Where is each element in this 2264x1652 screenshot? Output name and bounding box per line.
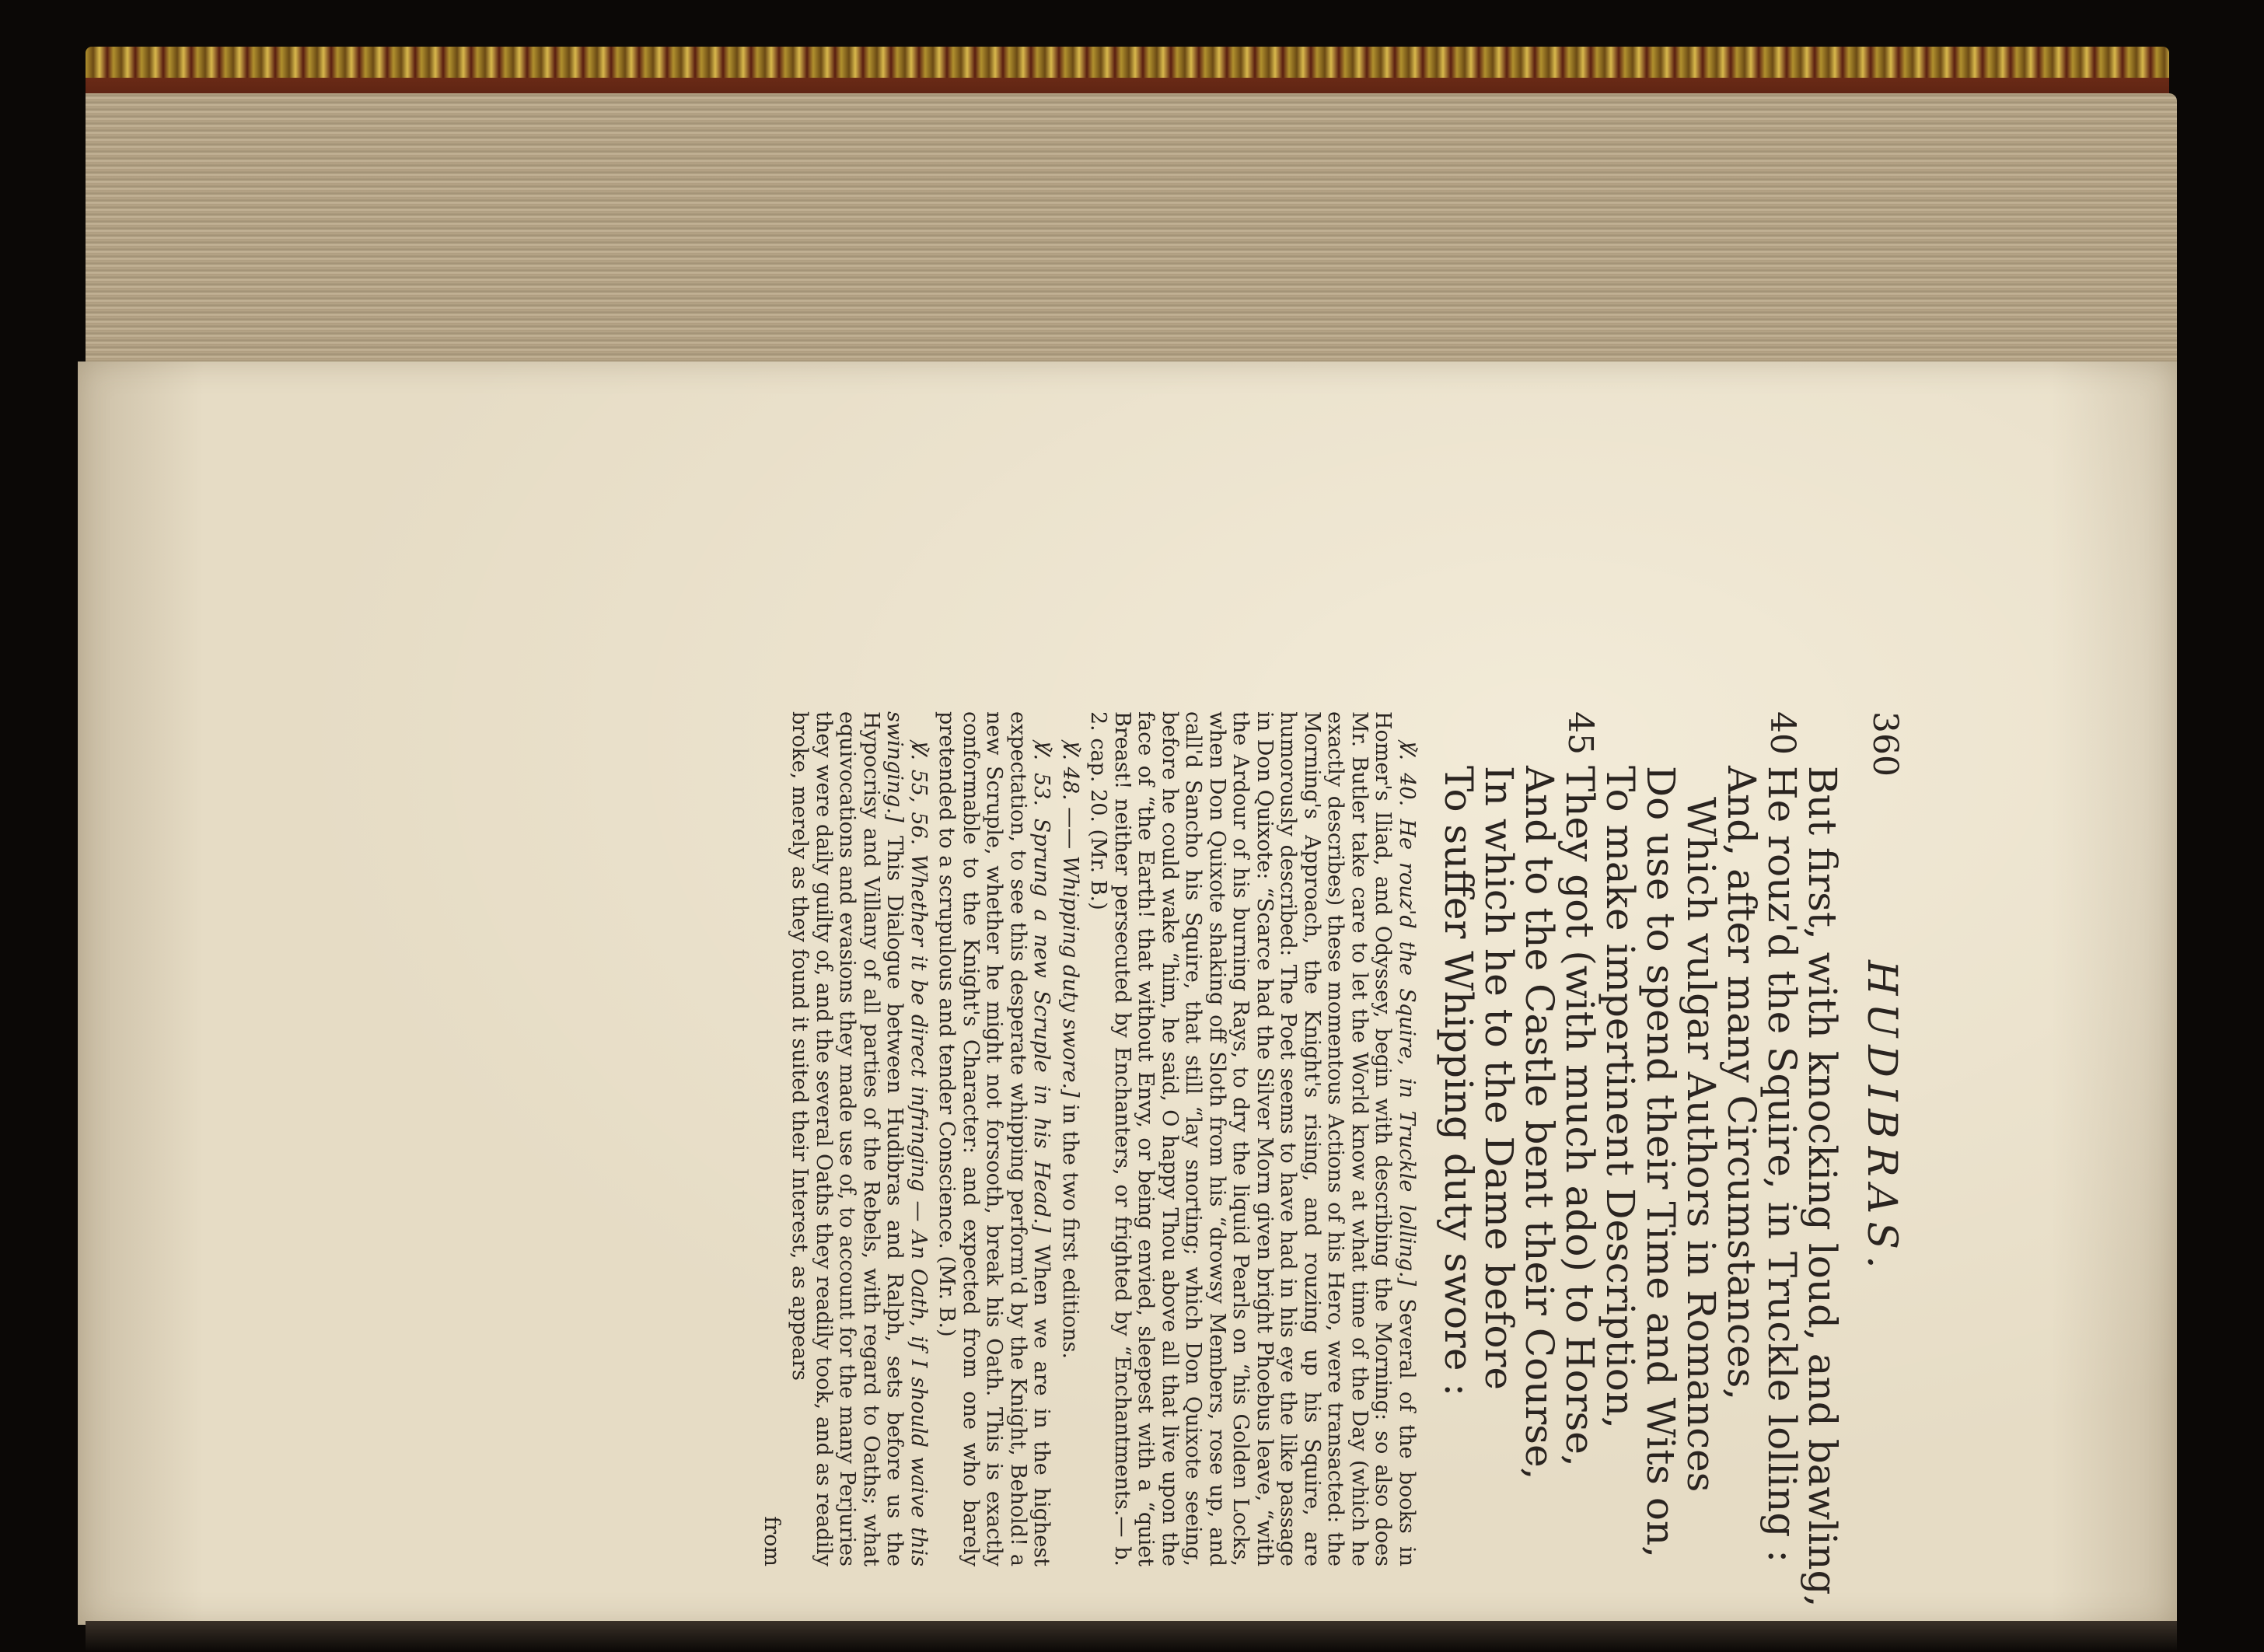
footnote-text: When we are in the highest expectation, to see this desperate whipping perform'd by the Knight, Behold! a new Scruple, whether he might not forsooth, break his Oath. This is exactly conformable to the Knight's Character: and expected from one who barely pretended to a scrupulous and tender Conscience. (Mr. B.): [935, 711, 1054, 1566]
footnote: [1058, 711, 1082, 1566]
verse-line: [1679, 711, 1724, 1566]
line-number: 45: [1560, 711, 1600, 755]
footnote-reference: ℣. 48. —— Whipping duty swore.]: [1058, 739, 1082, 1098]
footnote: [935, 711, 1053, 1566]
verse-line: [1519, 711, 1560, 1566]
page-block-edges: [86, 93, 2177, 373]
verse-text: And, after many Circumstances,: [1719, 766, 1764, 1401]
footnote: [1086, 711, 1418, 1566]
verse-text: They got (with much ado) to Horse,: [1557, 766, 1602, 1467]
verse-line: [1598, 711, 1643, 1566]
catchword: from: [760, 1516, 784, 1566]
verse-line: [1438, 711, 1479, 1566]
footnote: [788, 711, 930, 1566]
verse-line: [1640, 711, 1681, 1566]
verse-text: But first, with knocking loud, and bawling,: [1800, 766, 1845, 1608]
verse-text: Which vulgar Authors in Romances: [1679, 797, 1724, 1493]
footnote-reference: ℣. 55, 56. Whether it be direct infringing — An Oath, if I should waive this swinging.]: [882, 711, 931, 1566]
page-number: 360: [1865, 711, 1905, 777]
running-head: [1850, 711, 1905, 1566]
verse-text: Do use to spend their Time and Wits on,: [1638, 766, 1683, 1559]
footnote-reference: ℣. 53. Sprung a new Scruple in his Head.]: [1029, 739, 1054, 1233]
verse-line: [1557, 711, 1602, 1566]
footnote-text: This Dialogue between Hudibras and Ralph, sets before us the Hypocrisy and Villany of all parties of the Rebels, with regard to Oaths; what equivocations and evasions they made use of, to account for the many Perjuries they were daily guilty of, and the several Oaths they readily took, and as readily broke, merely as they found it suited their Interest, as appears: [788, 711, 907, 1566]
verse-text: In which he to the Dame before: [1476, 766, 1522, 1390]
page-bottom-shadow: [86, 1621, 2177, 1652]
verse-line: [1759, 711, 1805, 1566]
footnote-text: in the two first editions.: [1058, 1104, 1082, 1360]
footnote-reference: ℣. 40. He rouz'd the Squire, in Truckle lolling.]: [1395, 739, 1419, 1287]
verse-line: [1476, 711, 1522, 1566]
verse-block: [1436, 711, 1845, 1608]
verse-text: To suffer Whipping duty swore :: [1436, 766, 1481, 1397]
verse-text: To make impertinent Description,: [1598, 766, 1643, 1429]
running-title: HUDIBRAS.: [1858, 960, 1905, 1277]
line-number: 40: [1763, 711, 1802, 755]
page-text-block: [645, 711, 1905, 1608]
verse-line: [1721, 711, 1762, 1566]
verse-line: [1800, 711, 1845, 1608]
verse-text: And to the Castle bent their Course,: [1517, 766, 1562, 1480]
verse-text: He rouz'd the Squire, in Truckle lolling :: [1759, 766, 1805, 1563]
footnotes: [788, 711, 1418, 1566]
footnote-text: Several of the books in Homer's Iliad, and Odyssey, begin with describing the Morning: so also does Mr. Butler take care to let the World know at what time of the Day (which he exactly describes) these momentous Actions of his Hero, were transacted: the Morning's Approach, the Knight's rising, and rouzing up his Squire, are humorously described: The Poet seems to have had in his eye the like passage in Don Quixote: “Scarce had the Silver Morn given bright Phoebus leave, “with the Ardour of his burning Rays, to dry the liquid Pearls on “his Golden Locks, when Don Quixote shaking off Sloth from his “drowsy Members, rose up, and call'd Sancho his Squire, that still “lay snorting; which Don Quixote seeing, before he could wake “him, he said, O happy Thou above all that live upon the face of “the Earth! that without Envy, or being envied, sleepest with a “quiet Breast! neither persecuted by Enchanters, or frighted by “Enchantments.— b. 2. cap. 20. (Mr. B.): [1086, 711, 1419, 1566]
